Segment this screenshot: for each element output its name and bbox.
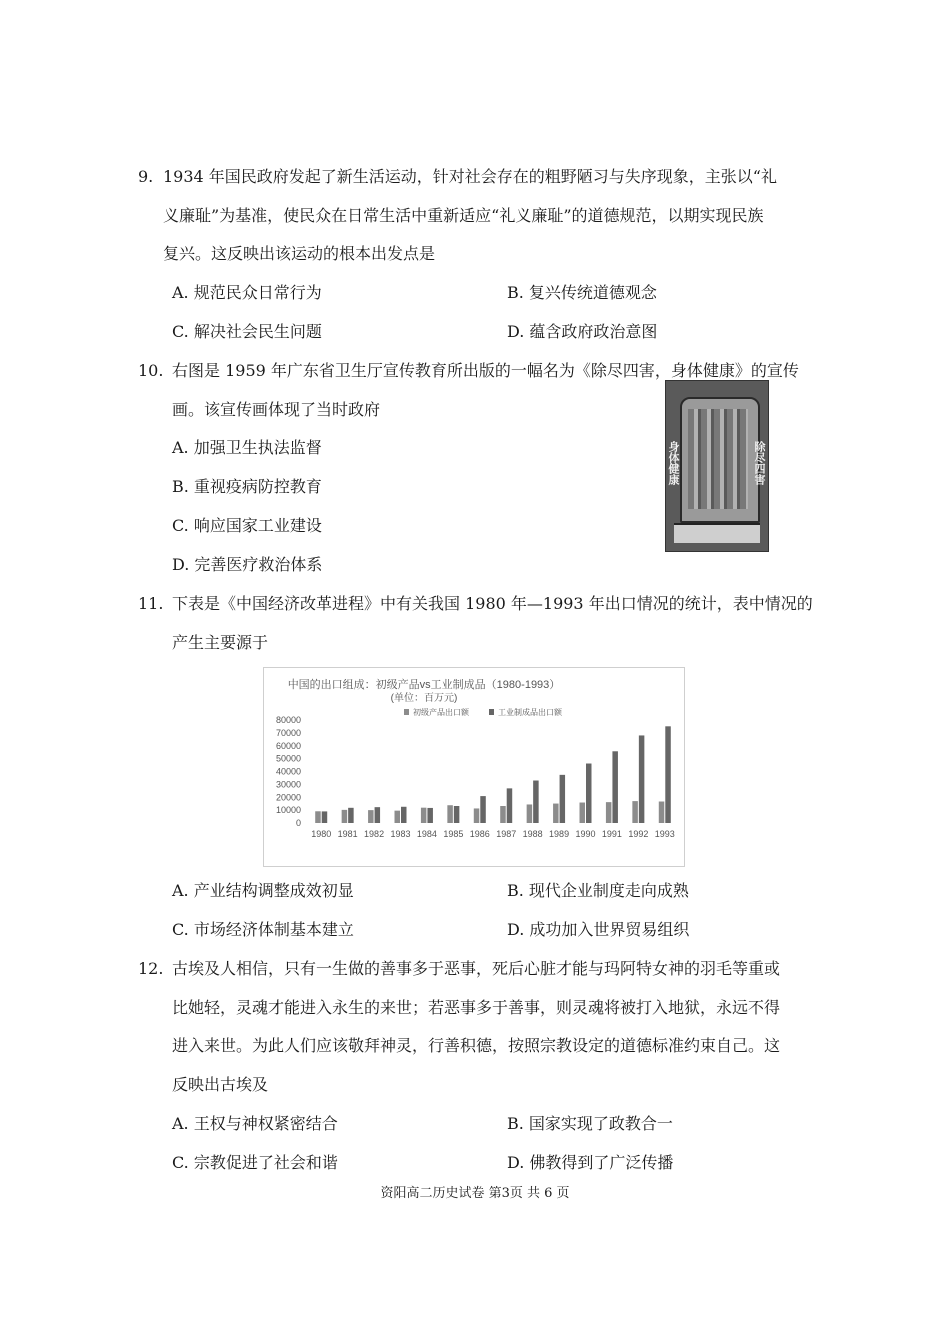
propaganda-poster-image [665,380,769,552]
question-12-option-c: C. 宗教促进了社会和谐 [172,1153,338,1172]
chart-subtitle: (单位：百万元) [390,693,458,704]
bar [580,803,586,823]
question-12-option-a: A. 王权与神权紧密结合 [172,1114,338,1133]
question-10-option-b: B. 重视疫病防控教育 [172,477,322,496]
question-9-option-b: B. 复兴传统道德观念 [507,283,657,302]
question-11-option-c: C. 市场经济体制基本建立 [172,920,354,939]
poster-left-text: 身体健康 [667,441,680,485]
question-12-option-d: D. 佛教得到了广泛传播 [507,1153,674,1172]
y-tick-label: 20000 [275,792,301,803]
question-9-option-d: D. 蕴含政府政治意图 [507,322,658,341]
bar [500,806,506,823]
question-12-stem-line: 反映出古埃及 [172,1075,269,1094]
bar [395,811,401,823]
question-9-stem-line: 1934 年国民政府发起了新生活运动，针对社会存在的粗野陋习与失序现象，主张以“礼 [163,167,777,186]
question-11-stem-line: 产生主要源于 [172,633,269,652]
question-10-option-d: D. 完善医疗救治体系 [172,555,323,574]
x-tick-label: 1987 [496,829,517,839]
question-12-option-b: B. 国家实现了政教合一 [507,1114,673,1133]
question-12-stem-line: 比她轻，灵魂才能进入永生的来世；若恶事多于善事，则灵魂将被打入地狱，永远不得 [172,998,781,1017]
bar [507,788,513,823]
legend-swatch [489,709,494,715]
question-11-stem-line: 下表是《中国经济改革进程》中有关我国 1980 年—1993 年出口情况的统计，表中情况的 [172,594,813,613]
x-tick-label: 1988 [522,829,543,839]
x-tick-label: 1984 [416,829,437,839]
x-tick-label: 1993 [654,829,675,839]
x-tick-label: 1982 [364,829,385,839]
y-tick-label: 30000 [275,779,301,790]
x-tick-label: 1986 [469,829,490,839]
legend-label: 工业制成品出口额 [498,708,562,717]
export-bar-chart [263,667,685,867]
x-tick-label: 1992 [628,829,649,839]
bar [368,810,374,823]
x-tick-label: 1980 [311,829,332,839]
y-tick-label: 0 [295,818,301,828]
bar [632,801,638,823]
bar [560,775,566,823]
question-11-option-d: D. 成功加入世界贸易组织 [507,920,690,939]
question-9-stem-line: 义廉耻”为基准，使民众在日常生活中重新适应“礼义廉耻”的道德规范，以期实现民族 [163,206,764,225]
bar [659,801,665,823]
bar [401,807,407,823]
question-10-number: 10. [138,361,164,380]
bar [348,808,354,823]
question-9-option-a: A. 规范民众日常行为 [172,283,322,302]
chart-canvas [264,668,684,866]
bar [527,804,533,823]
poster-scene [688,409,748,509]
x-tick-label: 1983 [390,829,411,839]
bar [606,802,612,823]
bar [342,810,348,823]
bar [421,808,427,823]
bar [639,735,645,823]
legend-swatch [404,709,409,715]
question-11-option-b: B. 现代企业制度走向成熟 [507,881,689,900]
question-10-stem-line: 画。该宣传画体现了当时政府 [172,400,381,419]
question-12-number: 12. [138,959,164,978]
question-10-stem-line: 右图是 1959 年广东省卫生厅宣传教育所出版的一幅名为《除尽四害，身体健康》的宣传 [172,361,799,380]
question-9-option-c: C. 解决社会民生问题 [172,322,322,341]
bar [553,804,559,823]
bar [427,808,433,823]
bar [454,806,460,823]
question-12-stem-line: 古埃及人相信，只有一生做的善事多于恶事，死后心脏才能与玛阿特女神的羽毛等重或 [172,959,781,978]
poster-frame [680,397,760,523]
bar [375,807,381,823]
x-tick-label: 1989 [549,829,570,839]
bar [533,781,539,823]
bar [474,808,480,823]
poster-right-text: 除尽四害 [753,441,766,485]
bar [315,811,321,823]
bar [665,726,671,823]
x-tick-label: 1981 [337,829,358,839]
bar [612,751,618,823]
y-tick-label: 50000 [275,753,301,764]
question-9-number: 9. [138,167,154,186]
question-12-stem-line: 进入来世。为此人们应该敬拜神灵，行善积德，按照宗教设定的道德标准约束自己。这 [172,1036,781,1055]
question-9-stem-line: 复兴。这反映出该运动的根本出发点是 [163,244,436,263]
bar [586,764,592,823]
y-tick-label: 10000 [275,805,301,816]
question-10-option-c: C. 响应国家工业建设 [172,516,322,535]
bar [447,805,453,823]
chart-title: 中国的出口组成：初级产品vs工业制成品（1980-1993） [287,679,561,691]
x-tick-label: 1991 [601,829,622,839]
bar [480,796,486,823]
question-11-option-a: A. 产业结构调整成效初显 [172,881,354,900]
y-tick-label: 70000 [275,727,301,738]
y-tick-label: 60000 [275,740,301,751]
y-tick-label: 40000 [275,766,301,777]
bar [322,811,328,823]
x-tick-label: 1985 [443,829,464,839]
x-tick-label: 1990 [575,829,596,839]
legend-label: 初级产品出口额 [413,708,469,717]
page-footer: 资阳高二历史试卷 第3页 共 6 页 [380,1186,570,1201]
question-11-number: 11. [138,594,164,613]
question-10-option-a: A. 加强卫生执法监督 [172,438,322,457]
poster-base [674,523,760,543]
y-tick-label: 80000 [275,715,301,725]
